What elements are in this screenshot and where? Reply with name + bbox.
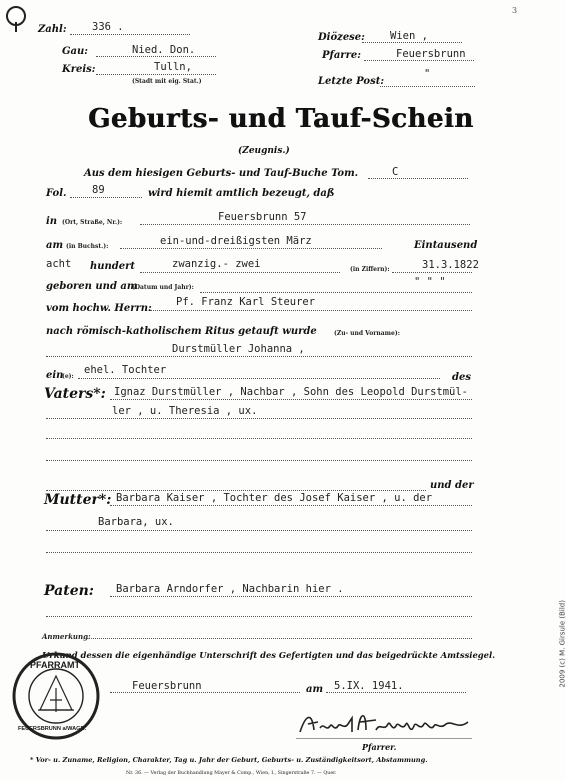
pfarre-value: Feuersbrunn [396, 48, 466, 60]
zahl-value: 336 . [92, 21, 124, 33]
mutter-line1: Barbara Kaiser , Tochter des Josef Kaiser , u. der [116, 492, 433, 504]
gau-value: Nied. Don. [132, 44, 196, 56]
mutter-line2: Barbara, ux. [98, 516, 174, 528]
fol-label: Fol. [46, 188, 67, 199]
aus-text: Aus dem hiesigen Geburts- und Tauf-Buche Tom. [84, 168, 359, 179]
side-copyright: 2009 (c) M. Girsule (Bild) [558, 600, 566, 688]
zahl-label: Zahl: [38, 24, 67, 35]
letzte-post-label: Letzte Post: [318, 76, 385, 87]
in-value: Feuersbrunn 57 [218, 211, 307, 223]
am-note: (in Buchst.): [66, 243, 109, 250]
hundert-label: hundert [90, 261, 136, 272]
eintausend-label: Eintausend [414, 240, 478, 251]
kreis-label: Kreis: [62, 64, 96, 75]
document-title: Geburts- und Tauf-Schein [88, 104, 474, 134]
dioezese-label: Diözese: [318, 32, 365, 43]
place-value: Feuersbrunn [132, 680, 202, 692]
paten-label: Paten: [44, 583, 94, 599]
ein-note: (e): [62, 373, 74, 380]
kreis-note: (Stadt mit eig. Stat.) [132, 78, 202, 85]
punch-hole-tail [15, 22, 17, 32]
dioezese-value: Wien , [390, 30, 428, 42]
und-der-label: und der [430, 480, 474, 491]
vaters-line1: Ignaz Durstmüller , Nachbar , Sohn des Leopold Durstmül- [114, 386, 469, 398]
vaters-label: Vaters*: [44, 386, 106, 402]
in-note: (Ort, Straße, Nr.): [62, 219, 123, 226]
ritus-note: (Zu- und Vorname): [334, 330, 400, 337]
name-value: Durstmüller Johanna , [172, 343, 305, 355]
hundert-value: zwanzig.- zwei [172, 258, 261, 270]
printer-line: Nr. 36. — Verlag der Buchhandlung Mayer & Comp., Wien, I., Singerstraße 7. — Quer. [126, 771, 337, 776]
letzte-post-value: " [424, 68, 431, 80]
kreis-value: Tulln, [154, 61, 192, 73]
footnote: * Vor- u. Zuname, Religion, Charakter, Tag u. Jahr der Geburt, Geburts- u. Zuständigkeitsort, Abstammung. [30, 756, 428, 764]
corner-mark: 3 [512, 6, 518, 15]
ziffern-value: 31.3.1822 [422, 259, 479, 271]
ritus-label: nach römisch-katholischem Ritus getauft wurde [46, 326, 317, 337]
paten-value: Barbara Arndorfer , Nachbarin hier . [116, 583, 344, 595]
document-subtitle: (Zeugnis.) [238, 146, 290, 156]
hundert-prefix: acht [46, 258, 72, 270]
tom-value: C [392, 166, 399, 178]
pfarre-label: Pfarre: [322, 50, 361, 61]
ein-label: ein [46, 370, 64, 381]
in-label: in [46, 216, 58, 227]
vom-value: Pf. Franz Karl Steurer [176, 296, 316, 308]
des-label: des [452, 372, 471, 383]
wird-text: wird hiemit amtlich bezeugt, daß [148, 188, 335, 199]
date-value: 5.IX. 1941. [334, 680, 404, 692]
am-value: ein-und-dreißigsten März [160, 235, 312, 247]
stamp-top-text: PFARRAMT [30, 660, 80, 670]
anmerkung-label: Anmerkung: [42, 632, 91, 641]
mutter-label: Mutter*: [44, 492, 112, 508]
geboren-value: " " " [414, 276, 446, 288]
ziffern-note: (in Ziffern): [350, 266, 390, 273]
pfarrer-label: Pfarrer. [362, 742, 397, 752]
urkund-text: Urkund dessen die eigenhändige Unterschrift des Gefertigten und das beigedrückte Amtssiegel. [42, 650, 496, 660]
geboren-note: (Datum und Jahr): [132, 284, 194, 291]
ein-value: ehel. Tochter [84, 364, 167, 376]
vaters-line2: ler , u. Theresia , ux. [112, 405, 258, 417]
am-label: am [46, 240, 64, 251]
stamp-bottom-text: FEUERSBRUNN a/WAGR. [18, 726, 87, 732]
fol-value: 89 [92, 184, 105, 196]
geboren-label: geboren und am [46, 281, 138, 292]
am2-label: am [306, 684, 324, 695]
signature [300, 716, 431, 729]
gau-label: Gau: [62, 46, 88, 57]
vom-label: vom hochw. Herrn: [46, 303, 152, 314]
